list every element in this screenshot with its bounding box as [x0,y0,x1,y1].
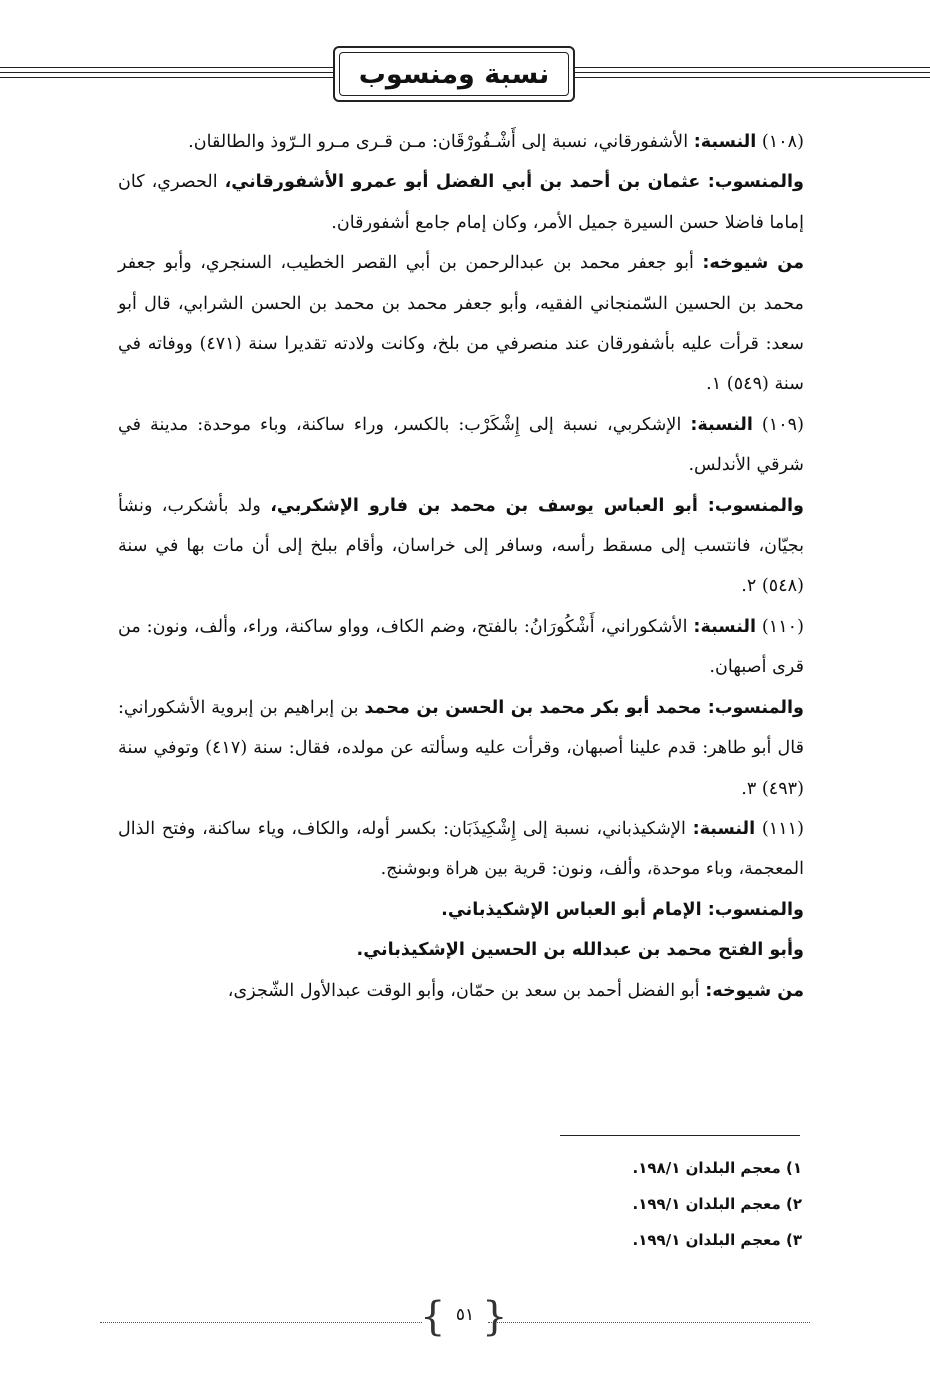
paragraph-111-shuyukh: من شيوخه: أبو الفضل أحمد بن سعد بن حمّان، وأبو الوقت عبدالأول الشّجزى، [227,980,804,1001]
paragraph-110-nisba: (١١٠) النسبة: الأشكوراني، أَشْكُورَانُ: بالفتح، وضم الكاف، وواو ساكنة، وراء، وألف، ونون: من قرى أصبهان. [118,616,804,678]
footnotes [560,1150,802,1258]
paragraph-109-nisba: (١٠٩) النسبة: الإشكربي، نسبة إلى إِشْكَرْب: بالكسر، وراء ساكنة، وباء موحدة: مدينة في شرقي الأندلس. [118,414,804,476]
header-rule-left-3 [0,77,333,78]
header-rule-right-1 [575,67,930,68]
footer-rule-right [488,1322,810,1323]
footnote-2: ٢) معجم البلدان ١٩٩/١. [632,1195,802,1213]
footer-rule-left [100,1322,422,1323]
paragraph-111-mansub-1: والمنسوب: الإمام أبو العباس الإشكيذباني. [441,899,804,920]
paragraph-110-mansub: والمنسوب: محمد أبو بكر محمد بن الحسن بن محمد بن إبراهيم بن إبروية الأشكوراني: قال أبو طاهر: قدم علينا أصبهان، وقرأت عليه وسألته عن مولده، فقال: سنة (٤١٧) وتوفي سنة (٤٩٣) ٣. [118,697,805,799]
paragraph-108-shuyukh: من شيوخه: أبو جعفر محمد بن عبدالرحمن بن أبي القصر الخطيب، السنجري، وأبو جعفر محمد بن الحسين السّمنجاني الفقيه، وأبو جعفر محمد بن محمد بن الحسن الشرابي، قال أبو سعد: قرأت عليه بأشفورقان عند منصرفي من بلخ، وكانت ولادته تقديرا سنة (٤٧١) ووفاته في سنة (٥٤٩) ١. [118,253,804,395]
paragraph-108-mansub: والمنسوب: عثمان بن أحمد بن أبي الفضل أبو عمرو الأشفورقاني، الحصري، كان إماما فاضلا حسن السيرة جميل الأمر، وكان إمام جامع أشفورقان. [118,172,804,233]
header-rule-left-1 [0,67,333,68]
main-text [118,122,804,1011]
header-title-inner-frame [339,52,569,96]
header-rule-left-2 [0,72,333,73]
paragraph-111-nisba: (١١١) النسبة: الإشكيذباني، نسبة إلى إِشْكِيذَبَان: بكسر أوله، والكاف، وياء ساكنة، وفتح الذال المعجمة، وباء موحدة، وألف، ونون: قرية بين هراة وبوشنج. [118,818,804,880]
header-title-frame [333,46,575,102]
footnote-3: ٣) معجم البلدان ١٩٩/١. [632,1231,802,1249]
page-number-brace-right: } [482,1294,508,1340]
header-rule-right-2 [575,72,930,73]
page-number: ٥١ [455,1305,475,1325]
paragraph-109-mansub: والمنسوب: أبو العباس يوسف بن محمد بن فارو الإشكربي، ولد بأشكرب، ونشأ بجيّان، فانتسب إلى مسقط رأسه، وسافر إلى خراسان، وأقام ببلخ إلى أن مات بها في سنة (٥٤٨) ٢. [118,495,804,597]
footnote-1: ١) معجم البلدان ١٩٨/١. [632,1159,802,1177]
page-header-title: نسبة ومنسوب [358,58,550,90]
page-number-brace-left: { [420,1294,446,1340]
header-rule-right-3 [575,77,930,78]
paragraph-108-nisba: (١٠٨) النسبة: الأشفورقاني، نسبة إلى أَشْـفُورْقَان: مـن قـرى مـرو الـرّوذ والطالقان. [188,132,804,152]
paragraph-111-mansub-2: وأبو الفتح محمد بن عبدالله بن الحسين الإشكيذباني. [356,940,804,961]
footnote-separator [560,1135,800,1136]
